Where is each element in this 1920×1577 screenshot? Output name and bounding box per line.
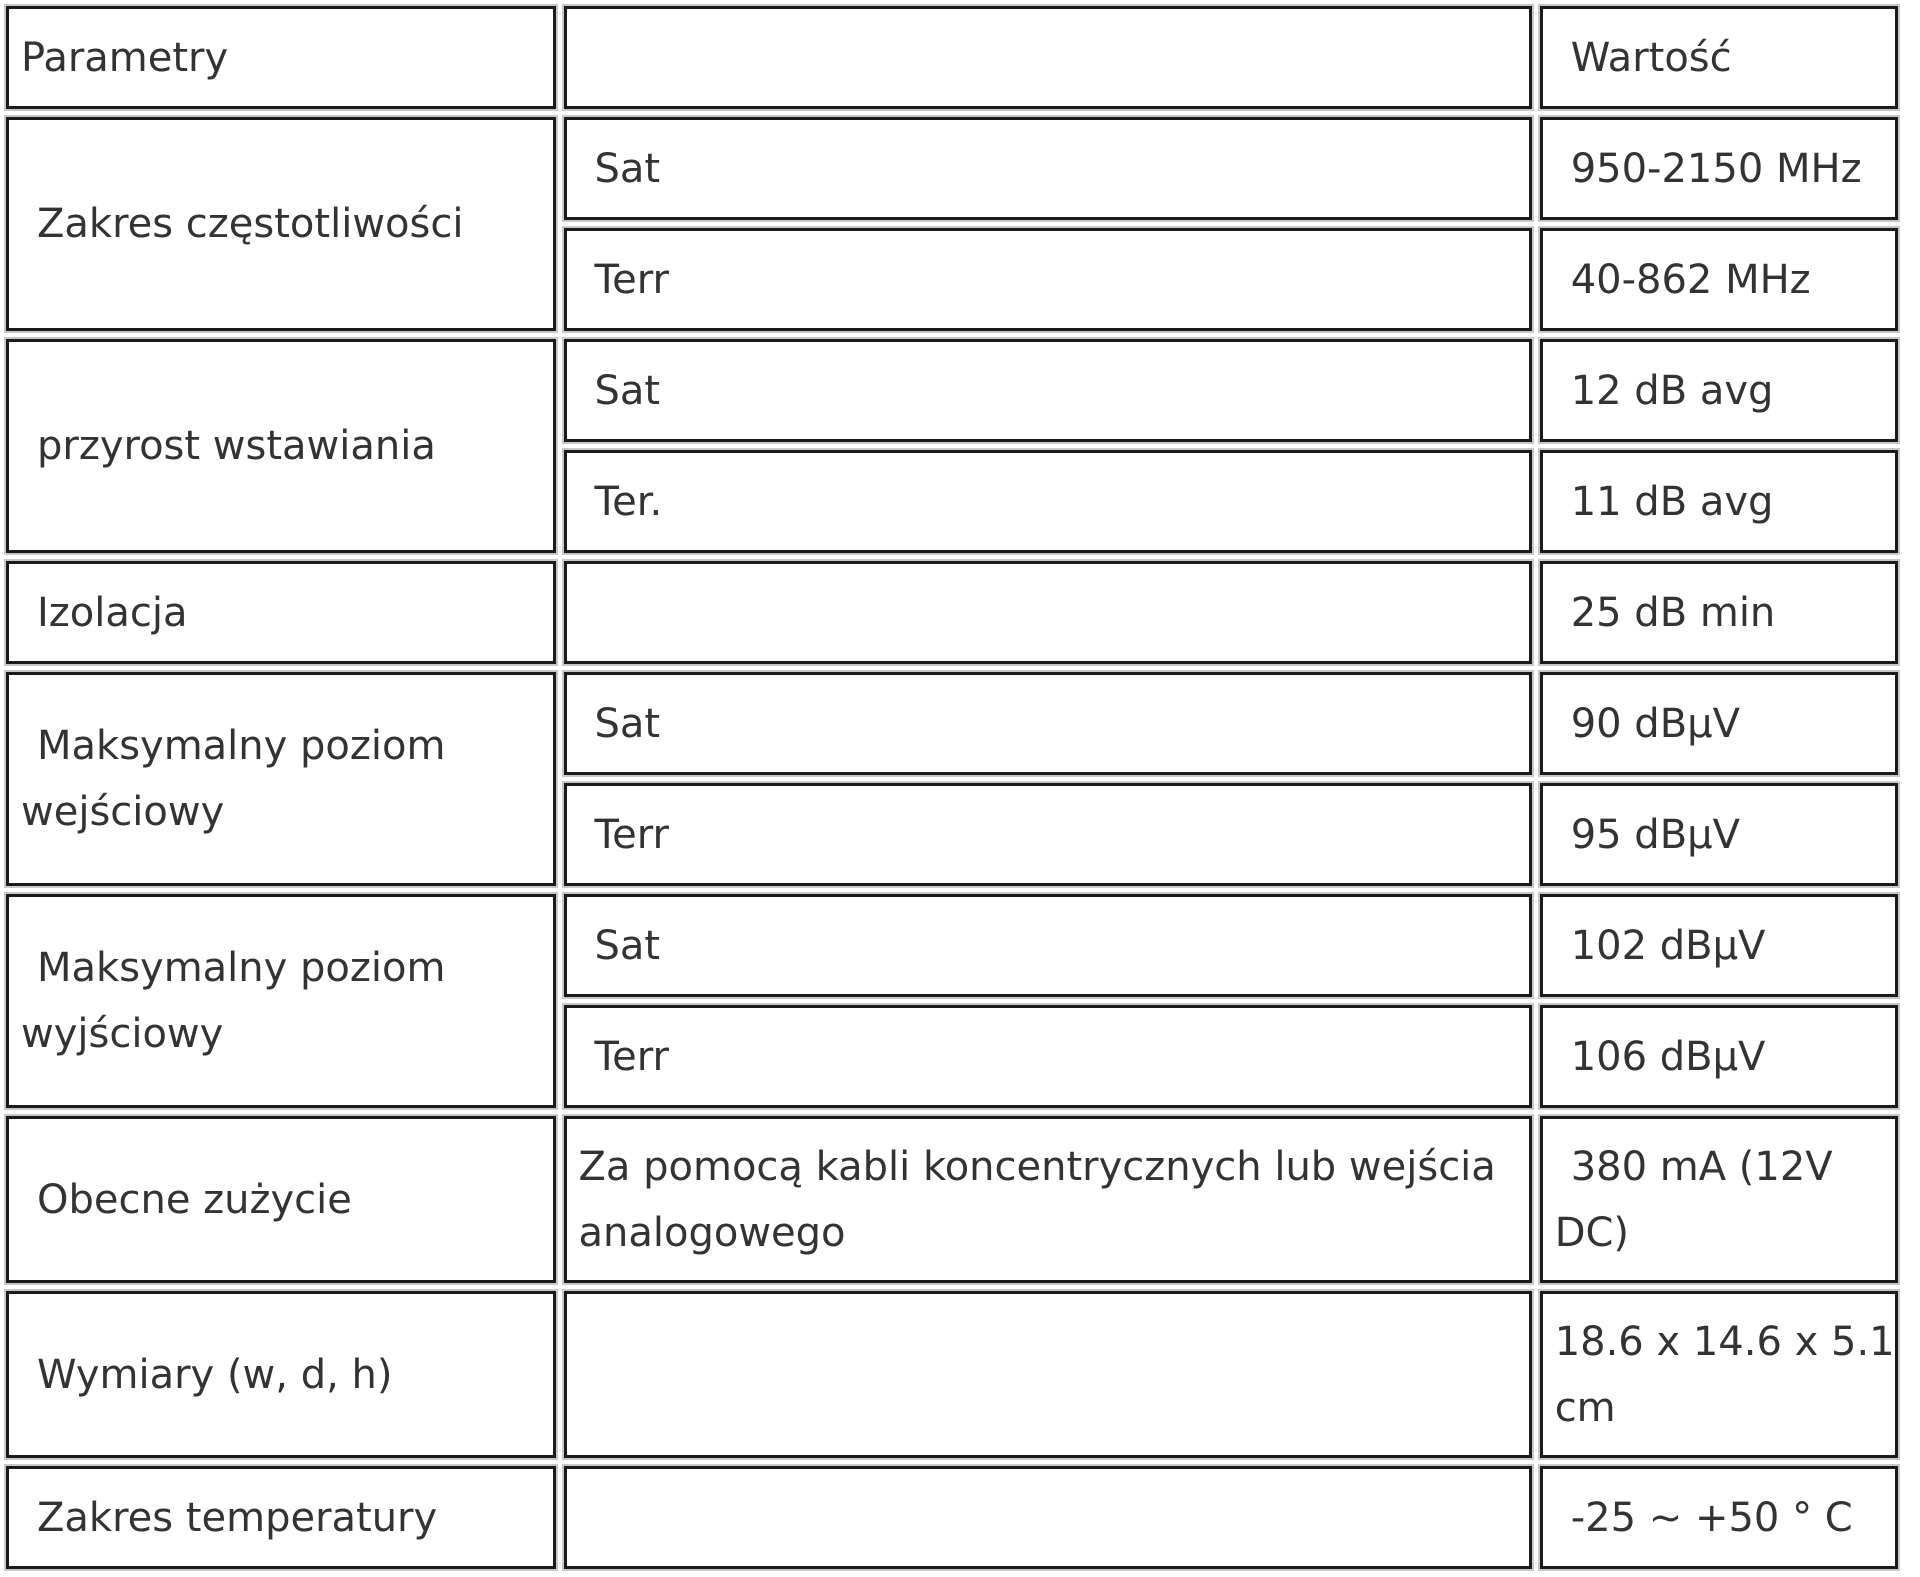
header-value [1540,6,1898,109]
table-row [6,894,1898,997]
header-value-text: Wartość [1570,34,1732,81]
header-param-text: Parametry [21,34,229,81]
sub-cell: Za pomocą kabli koncentrycznych lub wejścia analogowego [564,1116,1532,1283]
param-cell: Zakres częstotliwości [6,117,556,331]
table-row [6,117,1898,220]
value-cell: 380 mA (12V DC) [1540,1116,1898,1283]
param-cell: Wymiary (w, d, h) [6,1291,556,1458]
sub-cell: Terr [564,1005,1532,1108]
value-cell: 12 dB avg [1540,339,1898,442]
value-cell: 25 dB min [1540,561,1898,664]
sub-cell: Terr [564,228,1532,331]
value-cell: 102 dBµV [1540,894,1898,997]
value-cell: 11 dB avg [1540,450,1898,553]
table-row [6,1116,1898,1283]
sub-cell [564,561,1532,664]
sub-cell: Terr [564,783,1532,886]
table-header-row [6,6,1898,109]
sub-cell: Sat [564,894,1532,997]
value-cell: 40-862 MHz [1540,228,1898,331]
param-cell: przyrost wstawiania [6,339,556,553]
table-row [6,1291,1898,1458]
value-cell: 950-2150 MHz [1540,117,1898,220]
value-cell: 106 dBµV [1540,1005,1898,1108]
sub-cell [564,1466,1532,1569]
value-cell: 18.6 x 14.6 x 5.1 cm [1540,1291,1898,1458]
sub-cell: Ter. [564,450,1532,553]
sub-cell: Sat [564,339,1532,442]
header-param [6,6,556,109]
param-cell: Obecne zużycie [6,1116,556,1283]
table-row [6,1466,1898,1569]
header-sub [564,6,1532,109]
param-cell: Maksymalny poziom wejściowy [6,672,556,886]
param-cell: Maksymalny poziom wyjściowy [6,894,556,1108]
table-row [6,672,1898,775]
table-row [6,339,1898,442]
sub-cell: Sat [564,672,1532,775]
value-cell: -25 ~ +50 ° C [1540,1466,1898,1569]
param-cell: Zakres temperatury [6,1466,556,1569]
sub-cell [564,1291,1532,1458]
value-cell: 95 dBµV [1540,783,1898,886]
param-cell: Izolacja [6,561,556,664]
value-cell: 90 dBµV [1540,672,1898,775]
table-row [6,561,1898,664]
sub-cell: Sat [564,117,1532,220]
